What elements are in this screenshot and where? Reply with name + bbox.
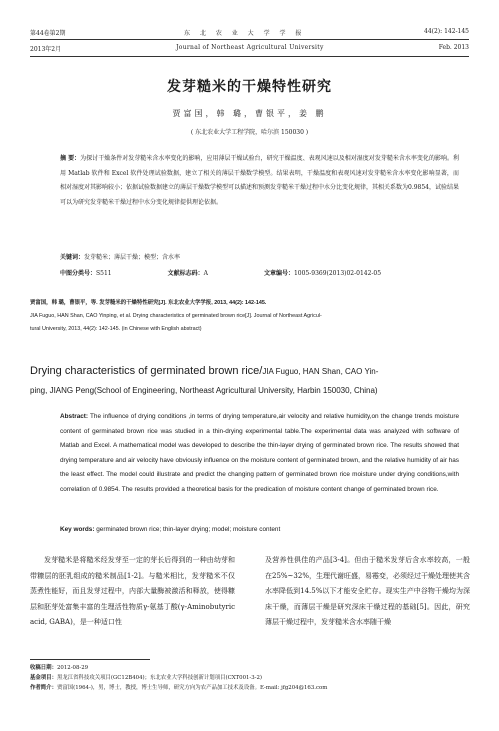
clc-label: 中图分类号： [60,270,97,277]
clc-value: S511 [96,270,112,277]
abstract-cn-text: 为探讨干燥条件对发芽糙米含水率变化的影响，应用薄层干燥试验台，研究干燥温度、表观风速以及相对湿度对发芽糙米含水率变化的影响。利用 Matlab 软件和 Excel 软件处理试验数据，建立了相关的薄层干燥数学模型。结果表明，干燥温度和表观风速对发芽糙米含水率变化影响显著，而相对湿度对其影响较小；依据试验数据建立的薄层干燥数学模型可以描述和预测发芽糙米干燥过程中水分比变化规律，其相关系数为0.9854，试验结果可以为研究发芽糙米干燥过程中水分变化规律提供理论依据。 [60,155,459,206]
footnote-received [30,663,469,673]
body-column-right [265,553,470,631]
citation-cn [30,297,469,310]
affiliation-cn: ( 东北农业大学工程学院，哈尔滨 150030 ) [190,129,309,136]
journal-name-en: Journal of Northeast Agricultural University [176,44,324,51]
body-column-left [30,553,235,631]
art-label: 文章编号： [263,270,294,277]
author-value: 贾富国(1964-)，男，博士，教授，博士生导师，研究方向为农产品加工技术及设备。E-mail: jfg204@163.com [56,685,328,691]
title-en-line2: ping, JIANG Peng(School of Engineering, Northeast Agricultural University, Harbin 150030, China) [30,386,378,395]
keywords-en-text: germinated brown rice; thin-layer drying; model; moisture content [96,526,281,533]
citation-cn-authors: 贾富国，韩 璐，曹银平，等. [30,300,98,306]
keywords-cn [60,252,180,261]
footnote [30,663,469,693]
header-rule [30,39,469,40]
footnote-fund [30,673,469,683]
title-en-authors: JIA Fuguo, HAN Shan, CAO Yin- [262,367,379,376]
citation-en-2: tural University, 2013, 44(2): 142-145. (in Chinese with English abstract) [30,326,202,332]
body-paragraph-left: 发芽糙米是将糙米经发芽至一定的芽长后得到的一种由幼芽和带糠层的胚乳组成的糙米制品[1-2]。与糙米相比，发芽糙米不仅蒸煮性能好，而且发芽过程中，内部大量酶被激活和释放，使得糠层和胚芽处富集丰富的生理活性物质γ-氨基丁酸(γ-Aminobutyric acid, GABA)，是一种适口性 [30,556,235,626]
abstract-en-label: Abstract: [60,413,89,420]
body-paragraph-right: 及营养性俱佳的产品[3-4]。但由于糙米发芽后含水率较高，一般在25%~32%，生理代谢旺盛，易霉变，必须经过干燥处理使其含水率降低到14.5%以下才能安全贮存。现实生产中谷物干燥均为深床干燥，而薄层干燥是研究深床干燥过程的基础[5]。因此，研究薄层干燥过程中，发芽糙米含水率随干燥 [265,556,470,626]
keywords-cn-text: 发芽糙米；薄层干燥；模型；含水率 [84,254,181,261]
author-label: 作者简介： [30,685,57,691]
abstract-en-text: The influence of drying conditions ,in terms of drying temperature,air velocity and relative humidity,on the change trends moisture content of germinated brown rice was studied in a thin-drying experimental table.The experimental data was analyzed with software of Matlab and Excel. A mathematical model was developed to describe the thin-layer drying of germinated brown rice. The results showed that drying temperature and air velocity have obviously influence on the moisture content of germinated brown, and the relative humidity of air has the least effect. The model could illustrate and predict the changing pattern of germinated brown rice moisture under drying conditions,with correlation of 0.9854. The results provided a theoretical basis for the predication of moisture content change of germinated brown rice. [60,413,459,493]
article-title-en [30,362,469,400]
article-number [264,268,409,277]
citation-en-1: JIA Fuguo, HAN Shan, CAO Yinping, et al. Drying characteristics of germinated brown rice[J]. Journal of Northeast Agricul- [30,313,322,319]
keywords-en [60,526,459,533]
keywords-en-label: Key words: [60,526,95,533]
header-rule-lower [30,56,469,57]
doc-label: 文献标志码： [167,270,204,277]
received-value: 2012-08-29 [56,665,89,671]
abstract-cn [60,152,459,210]
footnote-rule [30,659,150,660]
date-en: Feb. 2013 [438,44,469,51]
date-cn: 2013年2月 [30,46,62,53]
running-header-bottom [30,44,469,53]
clc-number [60,268,140,277]
doc-value: A [203,270,208,277]
title-en-main: Drying characteristics of germinated brown rice/ [30,365,263,377]
classification-line [60,268,459,277]
doc-code [168,268,236,277]
citation-cn-rest: 发芽糙米的干燥特性研究[J]. 东北农业大学学报, 2013, 44(2): 142-145. [99,300,267,306]
fund-label: 基金项目： [30,675,57,681]
issue-number: 第44卷第2期 [30,30,66,37]
citation-block [30,297,469,336]
abstract-en [60,410,459,497]
authors-cn: 贾富国，韩 璐，曹银平，姜 鹏 [172,109,327,118]
fund-value: 黑龙江省科技攻关项目(GC12B404)；东北农业大学科技创新计划项目(CXT001-3-2) [56,675,263,681]
running-header-top [30,28,469,37]
received-label: 收稿日期： [30,665,57,671]
abstract-cn-label: 摘 要： [60,155,81,162]
keywords-cn-label: 关键词： [60,254,85,261]
art-value: 1005-9369(2013)02-0142-05 [293,270,382,277]
footnote-author [30,683,469,693]
journal-name-cn: 东 北 农 业 大 学 学 报 [184,30,306,37]
page-range: 44(2): 142-145 [424,28,469,35]
article-title-cn: 发芽糙米的干燥特性研究 [167,79,332,95]
